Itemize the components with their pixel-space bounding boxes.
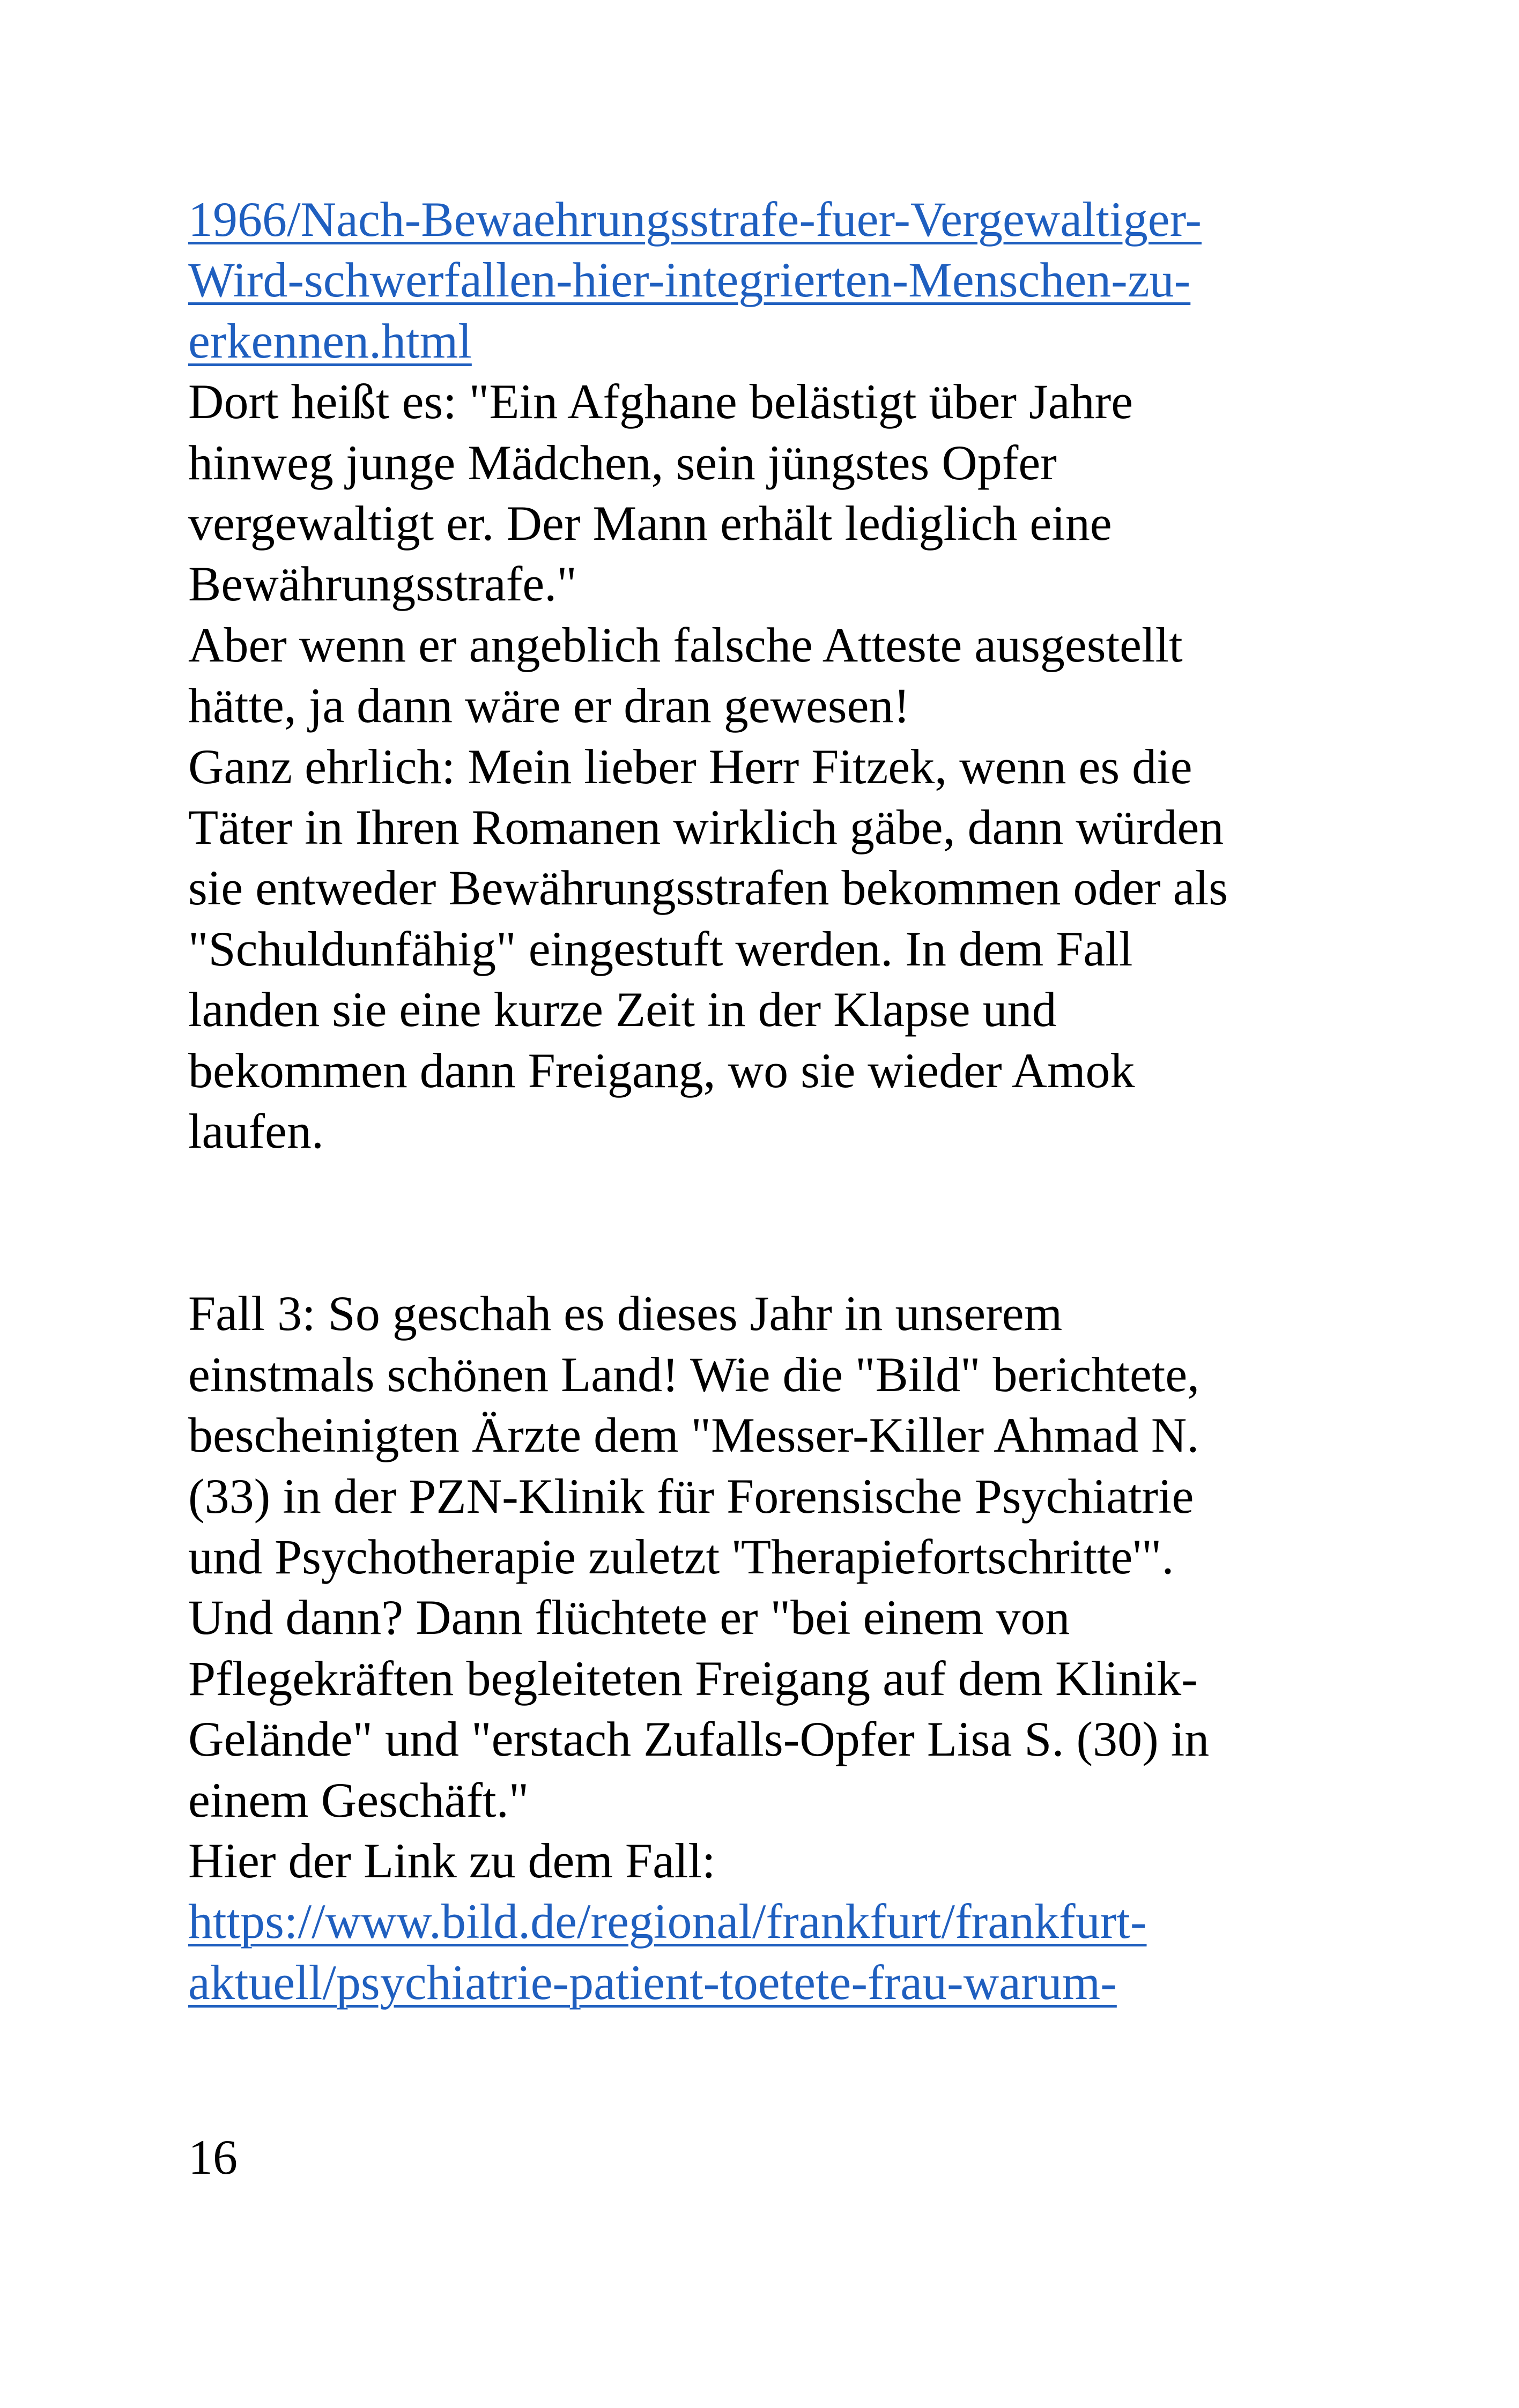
- paragraph-line: sie entweder Bewährungsstrafen bekommen oder als: [188, 860, 1228, 916]
- paragraph-line: Fall 3: So geschah es dieses Jahr in unserem: [188, 1286, 1063, 1341]
- bottom-link-line[interactable]: https://www.bild.de/regional/frankfurt/frankfurt-: [188, 1894, 1147, 1949]
- paragraph-line: (33) in der PZN-Klinik für Forensische Psychiatrie: [188, 1468, 1194, 1523]
- paragraph-line: Hier der Link zu dem Fall:: [188, 1833, 716, 1888]
- paragraph-line: laufen.: [188, 1104, 324, 1159]
- paragraph-line: Gelände" und "erstach Zufalls-Opfer Lisa S. (30) in: [188, 1712, 1210, 1767]
- paragraph-line: Ganz ehrlich: Mein lieber Herr Fitzek, wenn es die: [188, 739, 1192, 794]
- paragraph-line: einstmals schönen Land! Wie die "Bild" berichtete,: [188, 1347, 1200, 1402]
- paragraph-line: Bewährungsstrafe.": [188, 556, 577, 612]
- paragraph-line: hätte, ja dann wäre er dran gewesen!: [188, 678, 910, 733]
- top-link-line[interactable]: erkennen.html: [188, 313, 472, 368]
- paragraph-line: Aber wenn er angeblich falsche Atteste ausgestellt: [188, 617, 1183, 672]
- top-link-line[interactable]: 1966/Nach-Bewaehrungsstrafe-fuer-Vergewaltiger-: [188, 192, 1202, 247]
- body-text: [188, 189, 1341, 2013]
- paragraph-line: Pflegekräften begleiteten Freigang auf dem Klinik-: [188, 1651, 1198, 1706]
- paragraph-line: Und dann? Dann flüchtete er "bei einem von: [188, 1590, 1070, 1645]
- paragraph-line: einem Geschäft.": [188, 1772, 529, 1827]
- paragraph-line: hinweg junge Mädchen, sein jüngstes Opfer: [188, 435, 1057, 490]
- paragraph-line: vergewaltigt er. Der Mann erhält lediglich eine: [188, 496, 1112, 551]
- paragraph-line: Täter in Ihren Romanen wirklich gäbe, dann würden: [188, 800, 1224, 855]
- paragraph-line: Dort heißt es: "Ein Afghane belästigt über Jahre: [188, 374, 1133, 429]
- bottom-link-line[interactable]: aktuell/psychiatrie-patient-toetete-frau-warum-: [188, 1954, 1117, 2010]
- top-link-line[interactable]: Wird-schwerfallen-hier-integrierten-Menschen-zu-: [188, 252, 1191, 308]
- paragraph-line: bescheinigten Ärzte dem "Messer-Killer Ahmad N.: [188, 1408, 1199, 1463]
- paragraph-line: und Psychotherapie zuletzt 'Therapiefortschritte'".: [188, 1529, 1174, 1584]
- paragraph-line: landen sie eine kurze Zeit in der Klapse und: [188, 982, 1057, 1037]
- page-number: 16: [188, 2130, 238, 2184]
- paragraph-line: "Schuldunfähig" eingestuft werden. In dem Fall: [188, 921, 1133, 976]
- paragraph-line: bekommen dann Freigang, wo sie wieder Amok: [188, 1043, 1135, 1098]
- blank-line: [188, 1223, 1341, 1283]
- blank-line: [188, 1162, 1341, 1223]
